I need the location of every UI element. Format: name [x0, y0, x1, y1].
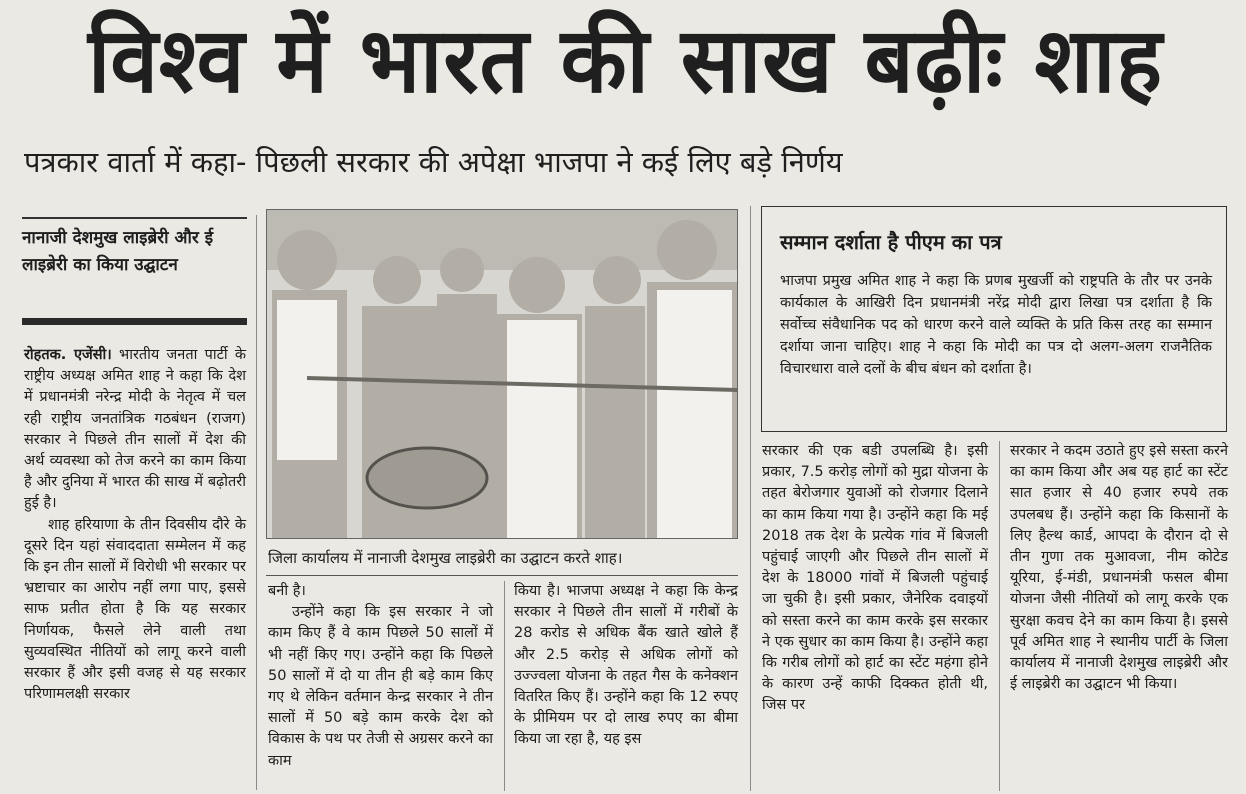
sidebox-divider — [22, 318, 247, 325]
sidebox-title: नानाजी देशमुख लाइब्रेरी और ई लाइब्रेरी का किया उद्घाटन — [22, 217, 247, 279]
article-column-1 — [24, 345, 246, 705]
paragraph: उन्होंने कहा कि इस सरकार ने जो काम किए हैं वे काम पिछले 50 सालों में भी नहीं किए गए। उन्होंने कहा कि पिछले 50 सालों में दो या तीन ही बड़े काम किए गए थे लेकिन वर्तमान केन्द्र सरकार ने तीन सालों में 50 बड़े काम करके देश को विकास के पथ पर तेजी से अग्रसर करने का काम — [268, 604, 493, 769]
article-column-4 — [762, 441, 988, 717]
dateline: रोहतक. एजेंसी। — [24, 347, 112, 363]
boxed-article-title: सम्मान दर्शाता है पीएम का पत्र — [780, 230, 1002, 254]
paragraph: किया है। भाजपा अध्यक्ष ने कहा कि केन्द्र सरकार ने पिछले तीन सालों में गरीबों के 28 करोड से अधिक बैंक खाते खोले हैं और 2.5 करोड़ से अधिक लोगों को उज्ज्वला योजना के तहत गैस के कनेक्शन वितरित किए हैं। उन्होंने कहा कि 12 रुपए के प्रीमियम पर दो लाख रुपए का बीमा किया जा रहा है, यह इस — [514, 583, 738, 748]
article-column-2 — [268, 581, 493, 772]
article-column-3 — [514, 581, 738, 751]
article-column-5 — [1010, 441, 1228, 695]
headline: विश्व में भारत की साख बढ़ीः शाह — [87, 8, 1164, 114]
column-rule — [256, 215, 257, 790]
paragraph: बनी है। — [268, 583, 306, 599]
subheadline: पत्रकार वार्ता में कहा- पिछली सरकार की अपेक्षा भाजपा ने कई लिए बड़े निर्णय — [24, 145, 843, 179]
paragraph: शाह हरियाणा के तीन दिवसीय दौरे के दूसरे दिन यहां संवाददाता सम्मेलन में कह कि इन तीन सालों में विरोधी भी सरकार पर भ्रष्टाचार का आरोप नहीं लगा पाए, इससे साफ प्रतीत होता है कि यह सरकार निर्णायक, फैसले लेने वाली तथा सुव्यवस्थित नीतियों को लागू करने वाली सरकार हैं और इसी वजह से यह सरकार परिणामलक्षी सरकार — [24, 516, 246, 703]
column-rule — [999, 441, 1000, 791]
photo-caption: जिला कार्यालय में नानाजी देशमुख लाइब्रेरी का उद्घाटन करते शाह। — [268, 549, 623, 567]
boxed-article-body: भाजपा प्रमुख अमित शाह ने कहा कि प्रणब मुखर्जी को राष्ट्रपति के तौर पर उनके कार्यकाल के आखिरी दिन प्रधानमंत्री नरेंद्र मोदी द्वारा लिखा पत्र दर्शाता है कि सर्वोच्च संवैधानिक पद को धारण करने वाले व्यक्ति के प्रति किस तरह का सम्मान दर्शाया जाना चाहिए। शाह ने कहा कि मोदी का पत्र दो अलग-अलग राजनैतिक विचारधारा वाले दलों के बीच बंधन को दर्शाता है। — [780, 273, 1212, 377]
column-rule — [504, 581, 505, 791]
news-photo — [266, 209, 738, 539]
paragraph: सरकार की एक बडी उपलब्धि है। इसी प्रकार, 7.5 करोड़ लोगों को मुद्रा योजना के तहत बेरोजगार युवाओं को रोजगार दिलाने का काम किया गया है। उन्होंने कहा कि मई 2018 तक देश के प्रत्येक गांव में बिजली पहुंचाई जाएगी और पिछले तीन सालों में देश के 18000 गांवों में बिजली पहुंचाई जा चुकी है। इसी प्रकार, जैनेरिक दवाइयों को सस्ता करने का काम करके इस सरकार ने एक सुधार का काम किया है। उन्होंने कहा कि गरीब लोगों को हार्ट का स्टेंट महंगा होने के कारण उन्हें काफी दिक्कत होती थी, जिस पर — [762, 443, 988, 714]
paragraph: सरकार ने कदम उठाते हुए इसे सस्ता करने का काम किया और अब यह हार्ट का स्टेंट सात हजार से 40 हजार रुपये तक उपलबध हैं। उन्होंने कहा कि किसानों के लिए हैल्थ कार्ड, आपदा के दौरान दो से तीन गुणा तक मुआवजा, नीम कोटेड यूरिया, ई-मंडी, प्रधानमंत्री फसल बीमा योजना जैसी नीतियों को लागू करके एक सुरक्षा कवच देने का काम किया है। इससे पूर्व अमित शाह ने स्थानीय पार्टी के जिला कार्यालय में नानाजी देशमुख लाइब्रेरी और ई लाइब्रेरी का उद्घाटन भी किया। — [1010, 443, 1228, 693]
paragraph: भारतीय जनता पार्टी के राष्ट्रीय अध्यक्ष अमित शाह ने कहा कि देश में प्रधानमंत्री नरेन्द्र मोदी के नेतृत्व में चल रही राष्ट्रीय जनतांत्रिक गठबंधन (राजग) सरकार ने पिछले तीन सालों में देश की अर्थ व्यवस्था को तेज करने का काम किया है और दुनिया में भारत की साख में बढ़ोतरी हुई है। — [24, 347, 246, 512]
caption-divider — [266, 575, 738, 576]
column-rule — [750, 206, 751, 791]
news-photo-illustration — [267, 210, 737, 538]
